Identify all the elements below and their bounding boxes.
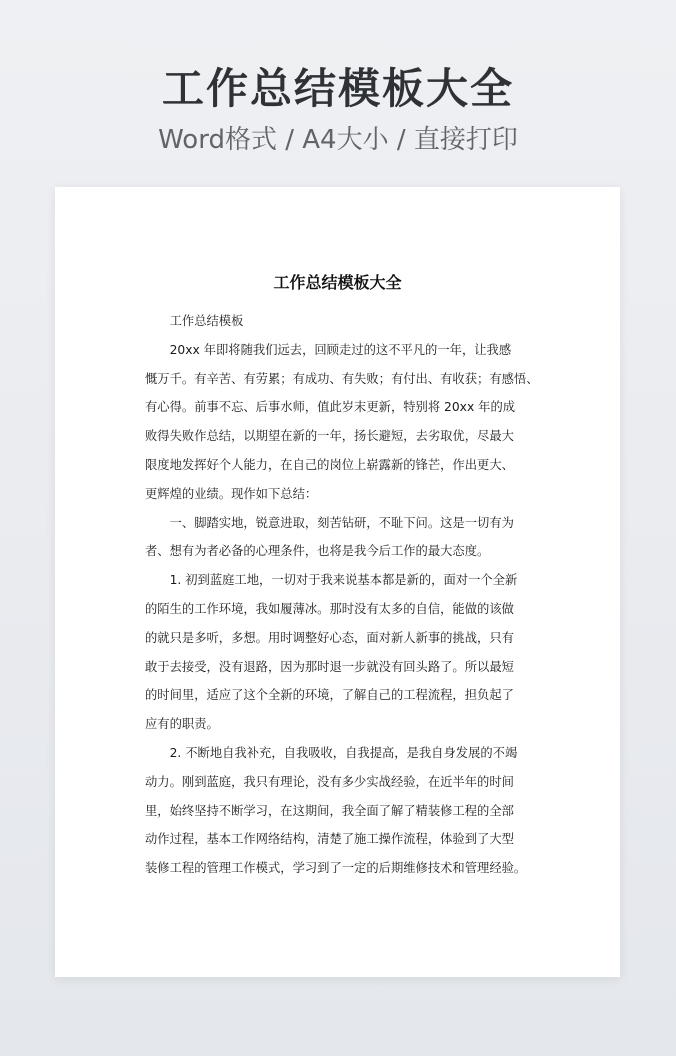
text-line: 的就只是多听，多想。用时调整好心态，面对新人新事的挑战，只有	[145, 630, 514, 645]
text-line: 有心得。前事不忘、后事水师，值此岁末更新，特别将 20xx 年的成	[145, 400, 516, 415]
text-line: 1. 初到蓝庭工地，一切对于我来说基本都是新的，面对一个全新	[169, 573, 518, 588]
paragraph	[145, 566, 540, 739]
document-title: 工作总结模板大全	[273, 273, 402, 292]
text-line: 装修工程的管理工作模式，学习到了一定的后期维修技术和管理经验。	[145, 861, 527, 876]
page-header	[0, 60, 676, 158]
text-line: 慨万千。有辛苦、有劳累；有成功、有失败；有付出、有收获；有感悟、	[145, 371, 539, 386]
text-line: 的陌生的工作环境，我如履薄冰。那时没有太多的自信，能做的该做	[145, 601, 514, 616]
text-line: 败得失败作总结，以期望在新的一年，扬长避短，去劣取优，尽最大	[145, 429, 514, 444]
text-line: 一、脚踏实地，锐意进取，刻苦钻研，不耻下问。这是一切有为	[169, 515, 514, 530]
text-line: 动力。刚到蓝庭，我只有理论，没有多少实战经验，在近半年的时间	[145, 774, 514, 789]
text-line: 限度地发挥好个人能力，在自己的岗位上崭露新的锋芒，作出更大、	[145, 457, 514, 472]
banner-title: 工作总结模板大全	[161, 64, 514, 113]
text-line: 的时间里，适应了这个全新的环境，了解自己的工程流程，担负起了	[145, 688, 514, 703]
text-line: 20xx 年即将随我们远去，回顾走过的这不平凡的一年，让我感	[169, 342, 512, 357]
paragraph	[145, 739, 540, 883]
banner-subtitle: Word格式 / A4大小 / 直接打印	[158, 125, 518, 155]
text-line: 者、想有为者必备的心理条件，也将是我今后工作的最大态度。	[145, 544, 490, 559]
paragraph	[145, 509, 540, 567]
document-body	[145, 307, 540, 883]
text-line: 2. 不断地自我补充，自我吸收，自我提高，是我自身发展的不竭	[169, 745, 518, 760]
text-line: 敢于去接受，没有退路，因为那时退一步就没有回头路了。所以最短	[145, 659, 514, 674]
paragraph	[145, 336, 540, 509]
text-line: 里，始终坚持不断学习，在这期间，我全面了解了精装修工程的全部	[145, 803, 514, 818]
text-line: 更辉煌的业绩。现作如下总结：	[145, 486, 318, 501]
text-line: 应有的职责。	[145, 717, 219, 732]
text-line: 动作过程，基本工作网络结构，清楚了施工操作流程，体验到了大型	[145, 832, 514, 847]
document-page	[55, 187, 620, 977]
document-subheading: 工作总结模板	[169, 314, 244, 328]
